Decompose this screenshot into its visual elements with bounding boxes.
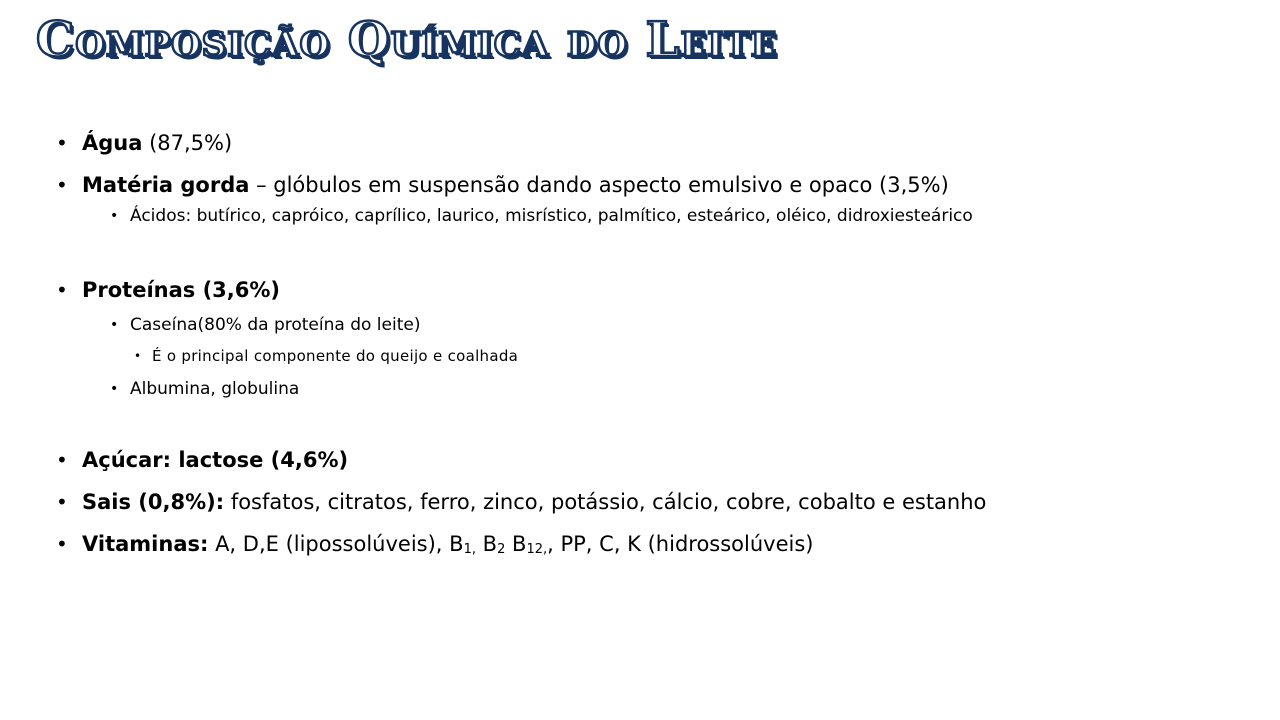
item-text: A, D,E (lipossolúveis), B <box>208 532 464 556</box>
subscript: 2 <box>497 542 506 557</box>
subscript: 1, <box>463 542 476 557</box>
bullet-icon: • <box>110 208 119 224</box>
bullet-icon: • <box>56 131 68 155</box>
item-text: , PP, C, K (hidrossolúveis) <box>547 532 814 556</box>
list-item-acucar <box>56 445 349 475</box>
slide-title: Composição Química do Leite <box>36 12 778 68</box>
bullet-icon: • <box>110 317 119 333</box>
list-item-sais <box>56 487 987 517</box>
bullet-icon: • <box>56 278 68 302</box>
list-item-vitaminas <box>56 529 814 559</box>
item-text: B <box>475 532 498 556</box>
list-item-albumina <box>110 376 300 402</box>
bullet-icon: • <box>56 532 68 556</box>
subscript: 12, <box>526 542 548 557</box>
item-label: Sais (0,8%): <box>82 490 225 514</box>
item-text: B <box>505 532 527 556</box>
list-item-acidos <box>110 203 973 229</box>
bullet-icon: • <box>134 349 142 363</box>
list-item-materia-gorda <box>56 170 949 200</box>
list-item-queijo <box>134 344 519 368</box>
bullet-icon: • <box>56 448 68 472</box>
item-text: É o principal componente do queijo e coalhada <box>152 347 519 365</box>
item-text: (87,5%) <box>142 131 233 155</box>
bullet-icon: • <box>110 381 119 397</box>
item-text: Ácidos: butírico, capróico, caprílico, laurico, misrístico, palmítico, esteárico, oléico, didroxiesteárico <box>130 206 973 226</box>
item-label: Proteínas (3,6%) <box>82 278 281 302</box>
item-label: Matéria gorda <box>82 173 250 197</box>
bullet-icon: • <box>56 490 68 514</box>
item-text: – glóbulos em suspensão dando aspecto emulsivo e opaco (3,5%) <box>249 173 949 197</box>
item-label: Açúcar: lactose (4,6%) <box>82 448 349 472</box>
item-text: Caseína(80% da proteína do leite) <box>130 315 421 335</box>
item-text: fosfatos, citratos, ferro, zinco, potássio, cálcio, cobre, cobalto e estanho <box>224 490 987 514</box>
item-text: Albumina, globulina <box>130 379 300 399</box>
list-item-agua <box>56 128 233 158</box>
list-item-proteinas <box>56 275 281 305</box>
bullet-icon: • <box>56 173 68 197</box>
item-label: Água <box>82 131 143 155</box>
list-item-caseina <box>110 312 421 338</box>
item-label: Vitaminas: <box>82 532 209 556</box>
